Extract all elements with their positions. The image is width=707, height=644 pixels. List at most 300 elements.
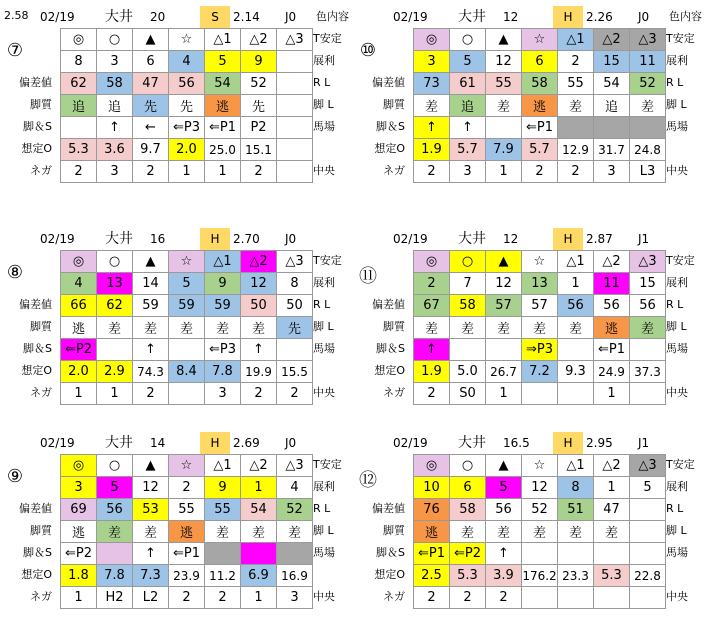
row-right-label: 展利 (313, 54, 335, 67)
table-cell: S0 (450, 383, 486, 405)
table-cell: 8 (558, 477, 594, 499)
table-cell: ↑ (97, 117, 133, 139)
table-cell: 5 (169, 273, 205, 295)
table-cell: △2 (241, 251, 277, 273)
table-cell: 58 (522, 73, 558, 95)
row-label: ネガ (30, 590, 52, 603)
table-row (61, 521, 313, 543)
row-label: 偏差値 (372, 76, 405, 89)
table-cell: 3.6 (97, 139, 133, 161)
race-grade: H (553, 432, 583, 454)
table-row (414, 273, 666, 295)
table-cell: ⇐P2 (450, 543, 486, 565)
table-row (414, 317, 666, 339)
table-cell: 11.2 (205, 565, 241, 587)
table-cell: 差 (630, 95, 666, 117)
table-cell: ← (133, 117, 169, 139)
table-cell: 5 (205, 51, 241, 73)
table-cell: 3 (97, 161, 133, 183)
table-cell: 8 (61, 51, 97, 73)
table-cell: 58 (450, 295, 486, 317)
table-row (414, 51, 666, 73)
table-cell: 1 (558, 273, 594, 295)
table-cell: 7 (450, 273, 486, 295)
table-cell: 50 (277, 295, 313, 317)
race-table (413, 28, 666, 183)
table-row (61, 383, 313, 405)
row-label: 脚＆S (376, 120, 405, 133)
table-cell (97, 339, 133, 361)
table-row (414, 339, 666, 361)
row-right-label: 展利 (666, 480, 688, 493)
table-cell: 2 (558, 161, 594, 183)
table-cell: △1 (205, 29, 241, 51)
race-date: 02/19 (40, 10, 75, 24)
table-cell: 55 (558, 73, 594, 95)
race-card (0, 6, 352, 218)
race-grade: H (200, 228, 230, 250)
table-row (61, 139, 313, 161)
race-date: 02/19 (393, 232, 428, 246)
row-right-label: 展利 (313, 276, 335, 289)
table-cell (97, 543, 133, 565)
table-cell: 1 (97, 383, 133, 405)
table-cell (594, 117, 630, 139)
table-cell: ▲ (133, 455, 169, 477)
row-right-label: T安定 (313, 254, 342, 267)
table-cell: ↑ (414, 117, 450, 139)
table-cell: 62 (61, 73, 97, 95)
race-number: ⑧ (6, 262, 24, 283)
table-cell: △1 (205, 251, 241, 273)
table-cell: 13 (522, 273, 558, 295)
table-cell: 逃 (169, 521, 205, 543)
race-date: 02/19 (393, 436, 428, 450)
table-row (61, 477, 313, 499)
table-cell: 差 (450, 521, 486, 543)
table-cell: 差 (522, 317, 558, 339)
table-cell (169, 383, 205, 405)
table-row (61, 317, 313, 339)
table-cell (450, 339, 486, 361)
table-cell: ☆ (522, 29, 558, 51)
row-right-label: 中央 (313, 386, 335, 399)
table-cell: 7.8 (97, 565, 133, 587)
table-cell: 3 (277, 587, 313, 609)
table-cell (277, 339, 313, 361)
race-table (413, 454, 666, 609)
table-cell: ⇐P2 (61, 339, 97, 361)
table-cell: 5 (630, 477, 666, 499)
row-right-label: T安定 (666, 254, 695, 267)
table-cell (522, 383, 558, 405)
table-cell: 2 (169, 587, 205, 609)
table-cell: ◎ (414, 251, 450, 273)
table-cell: 1 (241, 477, 277, 499)
table-cell: 62 (97, 295, 133, 317)
row-right-label: 脚 L (313, 98, 334, 111)
table-cell: 追 (450, 95, 486, 117)
row-label: 脚質 (30, 98, 52, 111)
race-date: 02/19 (40, 232, 75, 246)
table-cell (277, 117, 313, 139)
table-cell: 2 (486, 587, 522, 609)
table-cell: 2 (277, 383, 313, 405)
row-label: 想定O (374, 568, 405, 581)
table-cell: 2 (205, 587, 241, 609)
row-right-label: 脚 L (666, 98, 687, 111)
table-cell: 2 (414, 161, 450, 183)
table-cell: 差 (558, 317, 594, 339)
table-cell: 23.3 (558, 565, 594, 587)
table-row (414, 29, 666, 51)
table-cell: ☆ (169, 455, 205, 477)
table-cell: 5 (97, 477, 133, 499)
race-table (60, 454, 313, 609)
table-cell: 57 (522, 295, 558, 317)
row-right-label: 馬場 (666, 120, 688, 133)
table-cell: ↑ (241, 339, 277, 361)
table-cell: 3 (414, 51, 450, 73)
row-right-label: 展利 (666, 276, 688, 289)
table-cell (277, 73, 313, 95)
race-venue: 大井 (458, 435, 486, 451)
table-cell: 47 (133, 73, 169, 95)
table-cell: 52 (277, 499, 313, 521)
table-cell: 74.3 (133, 361, 169, 383)
row-right-label: R L (666, 502, 684, 515)
table-row (61, 161, 313, 183)
table-cell (630, 587, 666, 609)
table-cell: 37.3 (630, 361, 666, 383)
table-cell: 差 (450, 317, 486, 339)
table-cell: 56 (486, 499, 522, 521)
table-cell: 76 (414, 499, 450, 521)
row-label: 想定O (374, 142, 405, 155)
table-cell: L3 (630, 161, 666, 183)
table-cell: ⇐P1 (522, 117, 558, 139)
table-cell: 31.7 (594, 139, 630, 161)
table-row (414, 565, 666, 587)
table-cell: 1 (594, 477, 630, 499)
row-right-label: 脚 L (313, 320, 334, 333)
row-right-label: 中央 (666, 386, 688, 399)
table-cell: 3 (97, 51, 133, 73)
table-cell: 差 (630, 317, 666, 339)
table-row (414, 455, 666, 477)
table-cell: 47 (594, 499, 630, 521)
table-cell: 7.9 (486, 139, 522, 161)
table-cell: 逃 (205, 95, 241, 117)
table-cell (522, 587, 558, 609)
table-cell: ▲ (486, 251, 522, 273)
table-cell: ↑ (414, 339, 450, 361)
table-row (61, 273, 313, 295)
table-cell: 2 (414, 587, 450, 609)
row-label: 脚＆S (376, 546, 405, 559)
row-right-label: R L (666, 298, 684, 311)
row-right-label: 脚 L (666, 320, 687, 333)
table-cell (277, 161, 313, 183)
table-cell: P2 (241, 117, 277, 139)
row-right-label: 馬場 (313, 546, 335, 559)
table-cell: ⇒P3 (522, 339, 558, 361)
row-right-label: T安定 (666, 32, 695, 45)
table-cell: 12.9 (558, 139, 594, 161)
row-label: ネガ (383, 164, 405, 177)
table-cell: 58 (450, 499, 486, 521)
row-label: 偏差値 (372, 502, 405, 515)
race-card (353, 228, 705, 440)
table-cell: 4 (277, 477, 313, 499)
table-cell: 9.3 (558, 361, 594, 383)
table-cell: 先 (241, 95, 277, 117)
race-venue: 大井 (458, 9, 486, 25)
table-cell: 7.8 (205, 361, 241, 383)
table-row (414, 161, 666, 183)
table-cell: 差 (522, 521, 558, 543)
race-number: ⑦ (6, 40, 24, 61)
table-cell: ◎ (414, 455, 450, 477)
table-cell: △2 (594, 251, 630, 273)
table-cell: 55 (169, 499, 205, 521)
row-right-label: 展利 (666, 54, 688, 67)
table-row (61, 565, 313, 587)
table-cell: 差 (133, 317, 169, 339)
table-cell: 15.1 (241, 139, 277, 161)
table-cell: ↑ (450, 117, 486, 139)
table-cell: 6 (522, 51, 558, 73)
table-cell: 2 (133, 383, 169, 405)
header-note: 色内容 (669, 10, 702, 23)
table-cell: 逃 (414, 521, 450, 543)
table-cell: 56 (169, 73, 205, 95)
table-cell: 8 (277, 273, 313, 295)
table-cell: 2 (133, 161, 169, 183)
table-cell: 59 (205, 295, 241, 317)
table-row (61, 251, 313, 273)
table-cell: 追 (97, 95, 133, 117)
row-right-label: T安定 (666, 458, 695, 471)
table-cell: ↑ (133, 339, 169, 361)
table-cell: 差 (594, 521, 630, 543)
row-label: 想定O (374, 364, 405, 377)
table-cell: 差 (558, 95, 594, 117)
table-cell: 2 (522, 161, 558, 183)
table-cell (277, 51, 313, 73)
table-cell: 1 (241, 587, 277, 609)
table-cell: ○ (450, 29, 486, 51)
race-odds: 2.87 (586, 232, 613, 246)
race-grade: H (553, 228, 583, 250)
table-cell: 逃 (61, 521, 97, 543)
table-cell: 逃 (522, 95, 558, 117)
table-row (61, 455, 313, 477)
table-cell (277, 95, 313, 117)
table-cell: 3 (61, 477, 97, 499)
table-cell: 1.8 (61, 565, 97, 587)
table-cell: 24.8 (630, 139, 666, 161)
race-card (353, 6, 705, 218)
table-row (414, 251, 666, 273)
table-cell: 5.7 (450, 139, 486, 161)
table-cell: 1 (61, 383, 97, 405)
race-card (353, 432, 705, 644)
table-row (61, 587, 313, 609)
table-cell: 15 (630, 273, 666, 295)
table-cell (558, 339, 594, 361)
table-cell: 6 (133, 51, 169, 73)
row-right-label: T安定 (313, 32, 342, 45)
race-number: ⑩ (359, 40, 377, 61)
table-cell: 2 (414, 273, 450, 295)
table-cell: ◎ (61, 29, 97, 51)
table-cell: 追 (594, 95, 630, 117)
table-cell: 2 (241, 383, 277, 405)
table-cell (486, 339, 522, 361)
table-cell: 6.9 (241, 565, 277, 587)
table-cell: 2.0 (169, 139, 205, 161)
table-cell (241, 543, 277, 565)
table-cell: △3 (277, 29, 313, 51)
table-cell (558, 383, 594, 405)
table-cell: 24.9 (594, 361, 630, 383)
race-score: 16.5 (503, 436, 530, 450)
row-label: ネガ (30, 164, 52, 177)
row-right-label: 馬場 (666, 546, 688, 559)
race-table (60, 250, 313, 405)
row-right-label: 中央 (313, 164, 335, 177)
table-cell (630, 543, 666, 565)
table-cell: 4 (61, 273, 97, 295)
table-cell: 61 (450, 73, 486, 95)
row-label: 脚質 (383, 98, 405, 111)
table-cell: 追 (61, 95, 97, 117)
table-cell: △1 (558, 455, 594, 477)
table-cell (205, 543, 241, 565)
table-cell: 差 (486, 317, 522, 339)
table-cell: 1 (61, 587, 97, 609)
row-right-label: 馬場 (313, 120, 335, 133)
table-cell: ○ (450, 455, 486, 477)
table-cell: ☆ (522, 455, 558, 477)
table-cell: 5.3 (450, 565, 486, 587)
table-row (61, 339, 313, 361)
table-cell: 2 (414, 383, 450, 405)
row-label: 偏差値 (19, 298, 52, 311)
table-cell: △2 (594, 29, 630, 51)
jockey-class: J0 (285, 10, 297, 24)
table-cell: ⇐P1 (414, 543, 450, 565)
table-cell: 55 (205, 499, 241, 521)
row-label: 想定O (21, 142, 52, 155)
table-cell: 57 (486, 295, 522, 317)
table-cell: 逃 (594, 317, 630, 339)
header-note: 色内容 (316, 10, 349, 23)
table-cell: 19.9 (241, 361, 277, 383)
table-cell: ▲ (133, 251, 169, 273)
table-cell: 9 (241, 51, 277, 73)
table-row (414, 95, 666, 117)
table-cell: △3 (630, 455, 666, 477)
table-cell: 5.3 (594, 565, 630, 587)
race-odds: 2.69 (233, 436, 260, 450)
race-grade: S (200, 6, 230, 28)
table-cell: 差 (241, 317, 277, 339)
row-label: 偏差値 (372, 298, 405, 311)
row-label: 想定O (21, 364, 52, 377)
race-header (0, 432, 352, 454)
race-date: 02/19 (393, 10, 428, 24)
table-cell: 差 (414, 317, 450, 339)
table-cell: △2 (241, 455, 277, 477)
table-row (61, 51, 313, 73)
table-cell: 9.7 (133, 139, 169, 161)
table-cell: ⇐P2 (61, 543, 97, 565)
race-number: ⑪ (359, 266, 377, 287)
table-cell: 9 (205, 273, 241, 295)
table-row (61, 295, 313, 317)
table-cell: ▲ (486, 29, 522, 51)
table-row (414, 117, 666, 139)
table-cell (277, 139, 313, 161)
table-cell: 差 (97, 521, 133, 543)
table-row (414, 543, 666, 565)
table-cell: ○ (450, 251, 486, 273)
race-card (0, 432, 352, 644)
table-cell: 59 (133, 295, 169, 317)
table-cell: 先 (277, 317, 313, 339)
table-cell: 16.9 (277, 565, 313, 587)
top-left-value: 2.58 (4, 9, 29, 22)
race-grade: H (200, 432, 230, 454)
table-cell: 59 (169, 295, 205, 317)
table-row (61, 73, 313, 95)
table-cell: 差 (414, 95, 450, 117)
table-cell: ⇐P3 (205, 339, 241, 361)
table-cell: 55 (486, 73, 522, 95)
table-cell: 差 (205, 521, 241, 543)
table-cell: 先 (169, 95, 205, 117)
table-cell: 26.7 (486, 361, 522, 383)
table-row (61, 543, 313, 565)
table-cell: 12 (486, 51, 522, 73)
table-cell: 先 (133, 95, 169, 117)
race-grade: H (553, 6, 583, 28)
race-odds: 2.26 (586, 10, 613, 24)
table-cell (630, 117, 666, 139)
table-cell: 5 (450, 51, 486, 73)
race-odds: 2.95 (586, 436, 613, 450)
table-cell: 逃 (61, 317, 97, 339)
table-cell: ☆ (169, 29, 205, 51)
table-cell: 67 (414, 295, 450, 317)
table-cell (558, 543, 594, 565)
table-cell: 58 (97, 73, 133, 95)
race-header (353, 6, 705, 28)
table-cell: 14 (133, 273, 169, 295)
table-cell: 5 (486, 477, 522, 499)
table-cell: 54 (594, 73, 630, 95)
race-score: 12 (503, 10, 519, 24)
table-cell: △3 (630, 251, 666, 273)
table-cell: 52 (522, 499, 558, 521)
table-cell: 11 (594, 273, 630, 295)
row-right-label: 展利 (313, 480, 335, 493)
table-row (414, 295, 666, 317)
race-venue: 大井 (105, 231, 133, 247)
table-row (414, 361, 666, 383)
